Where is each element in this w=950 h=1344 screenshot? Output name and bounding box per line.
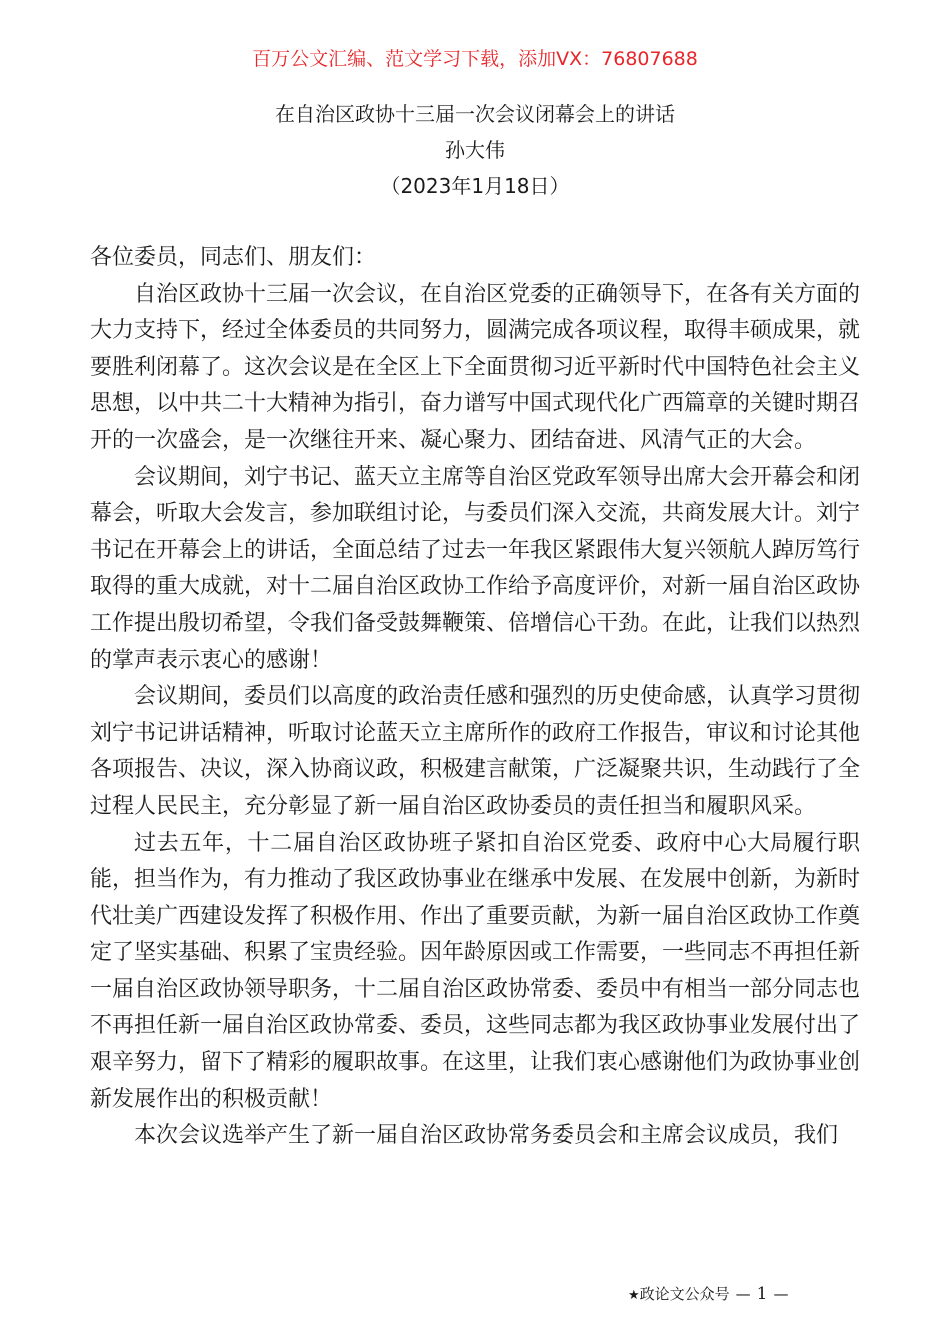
- speech-body: [90, 240, 860, 1155]
- speech-title: 在自治区政协十三届一次会议闭幕会上的讲话: [275, 102, 675, 126]
- page-number: 1: [756, 1284, 768, 1304]
- star-icon: ★: [628, 1288, 640, 1303]
- paragraph: 本次会议选举产生了新一届自治区政协常务委员会和主席会议成员，我们: [134, 1123, 839, 1149]
- paragraph: 会议期间，刘宁书记、蓝天立主席等自治区党政军领导出席大会开幕会和闭幕会，听取大会发言，参加联组讨论，与委员们深入交流，共商发展大计。刘宁书记在开幕会上的讲话，全面总结了过去一年我区紧跟伟大复兴领航人踔厉笃行取得的重大成就，对十二届自治区政协工作给予高度评价，对新一届自治区政协工作提出殷切希望，令我们备受鼓舞鞭策、倍增信心干劲。在此，让我们以热烈的掌声表示衷心的感谢！: [90, 464, 861, 673]
- speech-header: [0, 96, 950, 204]
- speech-author: 孙大伟: [445, 138, 505, 162]
- footer-dash-right: —: [773, 1285, 789, 1303]
- promo-banner: 百万公文汇编、范文学习下载，添加VX：76807688: [252, 48, 698, 70]
- paragraph: 会议期间，委员们以高度的政治责任感和强烈的历史使命感，认真学习贯彻刘宁书记讲话精神，听取讨论蓝天立主席所作的政府工作报告，审议和讨论其他各项报告、决议，深入协商议政，积极建言献策，广泛凝聚共识，生动践行了全过程人民民主，充分彰显了新一届自治区政协委员的责任担当和履职风采。: [90, 684, 861, 819]
- paragraph: 自治区政协十三届一次会议，在自治区党委的正确领导下，在各有关方面的大力支持下，经过全体委员的共同努力，圆满完成各项议程，取得丰硕成果，就要胜利闭幕了。这次会议是在全区上下全面贯彻习近平新时代中国特色社会主义思想，以中共二十大精神为指引，奋力谱写中国式现代化广西篇章的关键时期召开的一次盛会，是一次继往开来、凝心聚力、团结奋进、风清气正的大会。: [90, 281, 861, 453]
- page-footer: [628, 1282, 858, 1308]
- speech-date: （2023年1月18日）: [380, 174, 570, 198]
- footer-dash-left: —: [735, 1285, 751, 1303]
- salutation: 各位委员，同志们、朋友们：: [90, 245, 377, 270]
- footer-source: 政论文公众号: [639, 1285, 730, 1303]
- paragraph: 过去五年，十二届自治区政协班子紧扣自治区党委、政府中心大局履行职能，担当作为，有力推动了我区政协事业在继承中发展、在发展中创新，为新时代壮美广西建设发挥了积极作用、作出了重要贡献，为新一届自治区政协工作奠定了坚实基础、积累了宝贵经验。因年龄原因或工作需要，一些同志不再担任新一届自治区政协领导职务，十二届自治区政协常委、委员中有相当一部分同志也不再担任新一届自治区政协常委、委员，这些同志都为我区政协事业发展付出了艰辛努力，留下了精彩的履职故事。在这里，让我们衷心感谢他们为政协事业创新发展作出的积极贡献！: [90, 830, 861, 1112]
